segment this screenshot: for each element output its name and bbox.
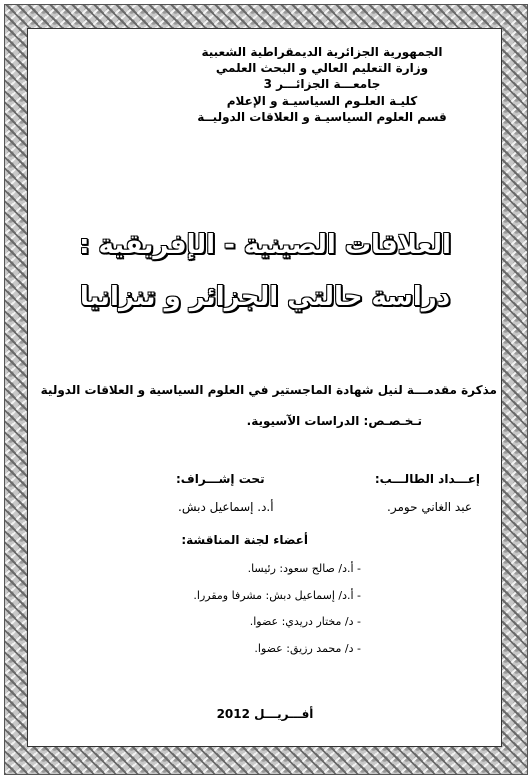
thesis-title-line-2: دراسة حالتي الجزائر و تنزانيا (79, 282, 451, 312)
prepared-by-label: إعـــداد الطالـــب: (374, 472, 480, 486)
header-line-ministry: وزارة التعليم العالي و البحث العلمي (215, 61, 429, 76)
submission-date: أفـــريـــل 2012 (216, 707, 314, 721)
specialty-line: تـخـصـص: الدراسات الآسيوية. (246, 414, 422, 428)
header-line-faculty: كليـة العلـوم السياسيـة و الإعلام (226, 93, 418, 108)
jury-member: - د/ محمد رزيق: عضوا. (254, 641, 361, 655)
jury-member: - أ.د/ صالح سعود: رئيسا. (247, 562, 361, 575)
jury-member: - د/ مختار دريدي: عضوا. (249, 615, 361, 628)
institution-header (172, 44, 472, 125)
memo-description: مذكرة مقدمـــة لنيل شهادة الماجستير في العلوم السياسية و العلاقات الدولية (40, 383, 497, 397)
header-line-republic: الجمهورية الجزائرية الديمقراطية الشعبية (201, 45, 443, 59)
jury-members-list (193, 556, 361, 662)
student-name: عبد الغاني حومر. (387, 500, 472, 514)
jury-label: أعضاء لجنة المناقشة: (181, 533, 308, 547)
supervisor-label: تحت إشـــراف: (176, 472, 265, 486)
header-line-university: جامعـــة الجزائـــر 3 (263, 77, 381, 92)
supervisor-name: أ.د. إسماعيل دبش. (178, 500, 274, 514)
header-line-department: قسم العلوم السياسيـة و العلاقات الدوليــة (197, 109, 447, 124)
jury-member: - أ.د/ إسماعيل دبش: مشرفا ومقررا. (193, 588, 361, 602)
thesis-title-line-1: العلاقات الصينية - الإفريقية : (79, 230, 451, 260)
